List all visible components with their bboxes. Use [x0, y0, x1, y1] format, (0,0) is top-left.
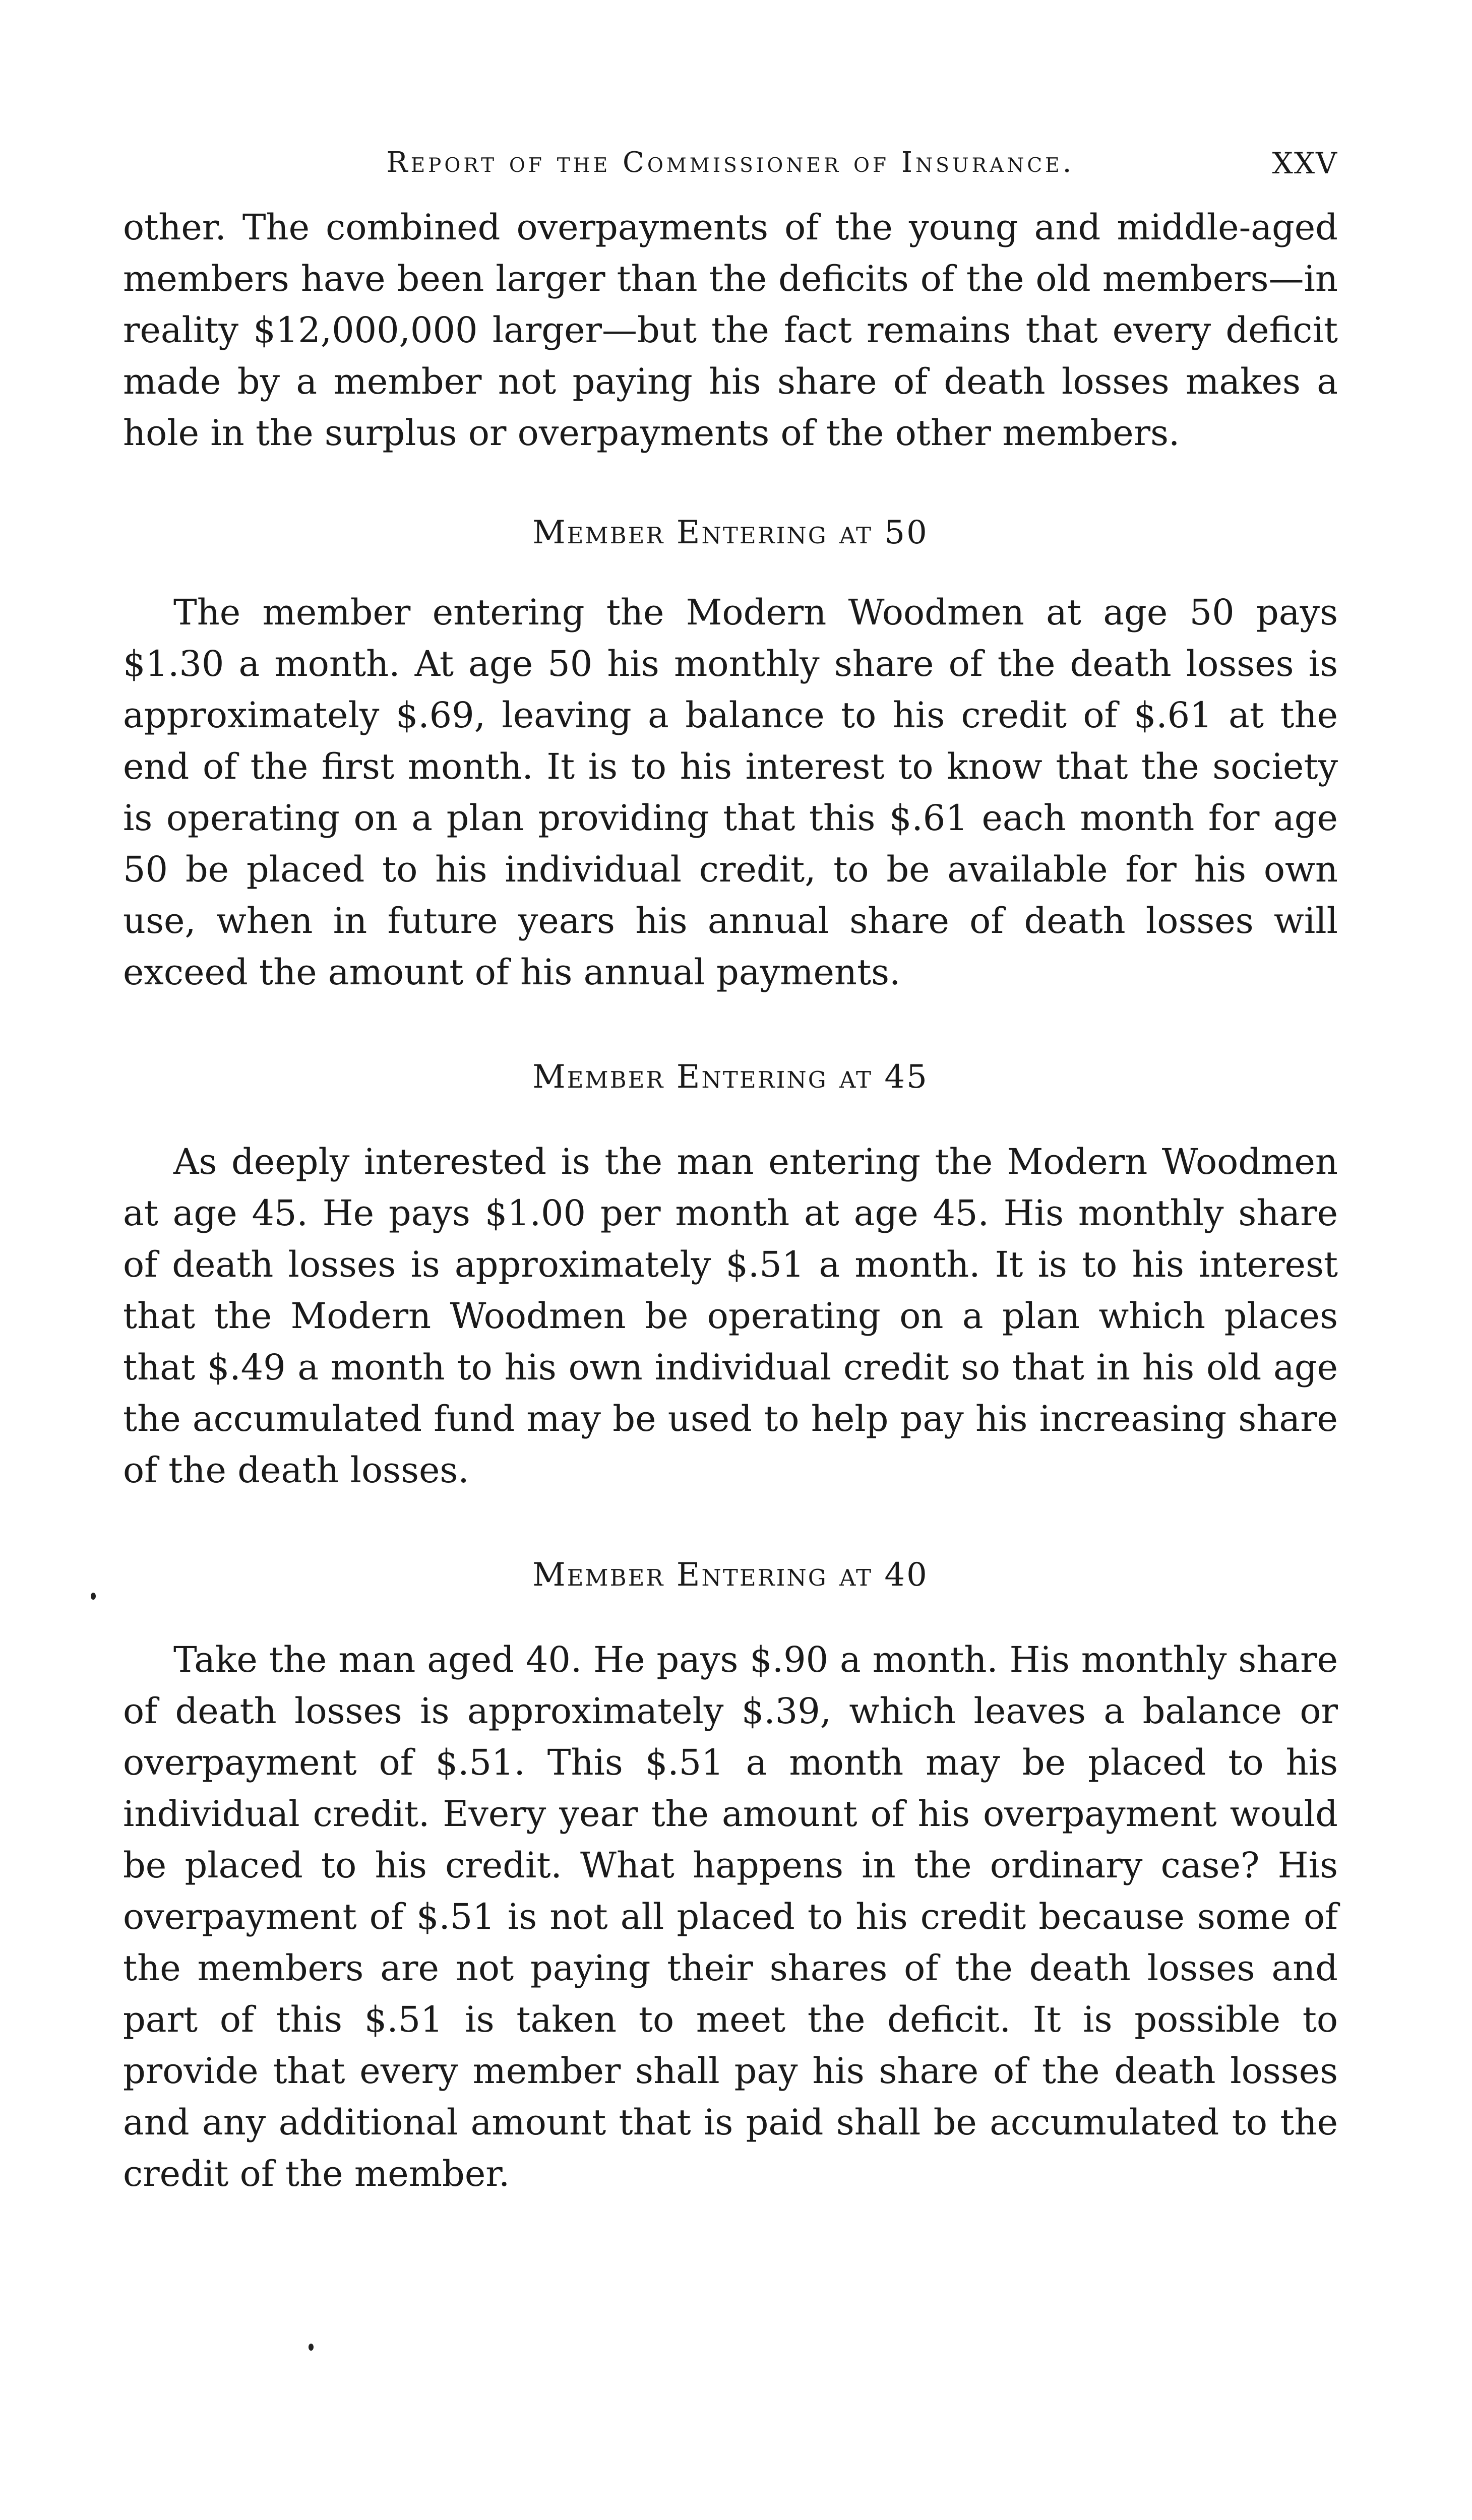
- paragraph-member-45: As deeply interested is the man entering the Modern Woodmen at age 45. He pays $1.00 per month at age 45. His monthly share of death losses is approximately $.51 a month. It is to his interest that the Modern Woodmen be operating on a plan which places that $.49 a month to his own individual credit so that in his old age the accumulated fund may be used to help pay his increasing share of the death losses.: [123, 1141, 1338, 1491]
- section-heading-member-50: Member Entering at 50: [532, 514, 929, 551]
- page-number: XXV: [1272, 146, 1338, 180]
- paragraph-member-40: Take the man aged 40. He pays $.90 a month. His monthly share of death losses is approximately $.39, which leaves a balance or overpayment of $.51. This $.51 a month may be placed to his individual credit. Every year the amount of his overpayment would be placed to his credit. What happens in the ordinary case? His overpayment of $.51 is not all placed to his credit because some of the members are not paying their shares of the death losses and part of this $.51 is taken to meet the deficit. It is possible to provide that every member shall pay his share of the death losses and any additional amount that is paid shall be accumulated to the credit of the member.: [123, 1639, 1338, 2194]
- document-page: [123, 146, 1338, 2199]
- scan-speck: [91, 1593, 96, 1600]
- scan-speck: [309, 2344, 314, 2351]
- section-heading-member-45: Member Entering at 45: [532, 1058, 929, 1096]
- paragraph-member-50: The member entering the Modern Woodmen at age 50 pays $1.30 a month. At age 50 his monthly share of the death losses is approximately $.69, leaving a balance to his credit of $.61 at the end of the first month. It is to his interest to know that the society is operating on a plan providing that this $.61 each month for age 50 be placed to his individual credit, to be available for his own use, when in future years his annual share of death losses will exceed the amount of his annual payments.: [123, 592, 1338, 993]
- section-heading-member-40: Member Entering at 40: [532, 1556, 929, 1594]
- paragraph-continued: other. The combined overpayments of the young and middle-aged members have been larger than the deficits of the old members—in reality $12,000,000 larger—but the fact remains that every deficit made by a member not paying his share of death losses makes a hole in the surplus or overpayments of the other members.: [123, 207, 1338, 454]
- running-header: [123, 146, 1338, 202]
- running-header-title: Report of the Commissioner of Insurance.: [386, 146, 1075, 179]
